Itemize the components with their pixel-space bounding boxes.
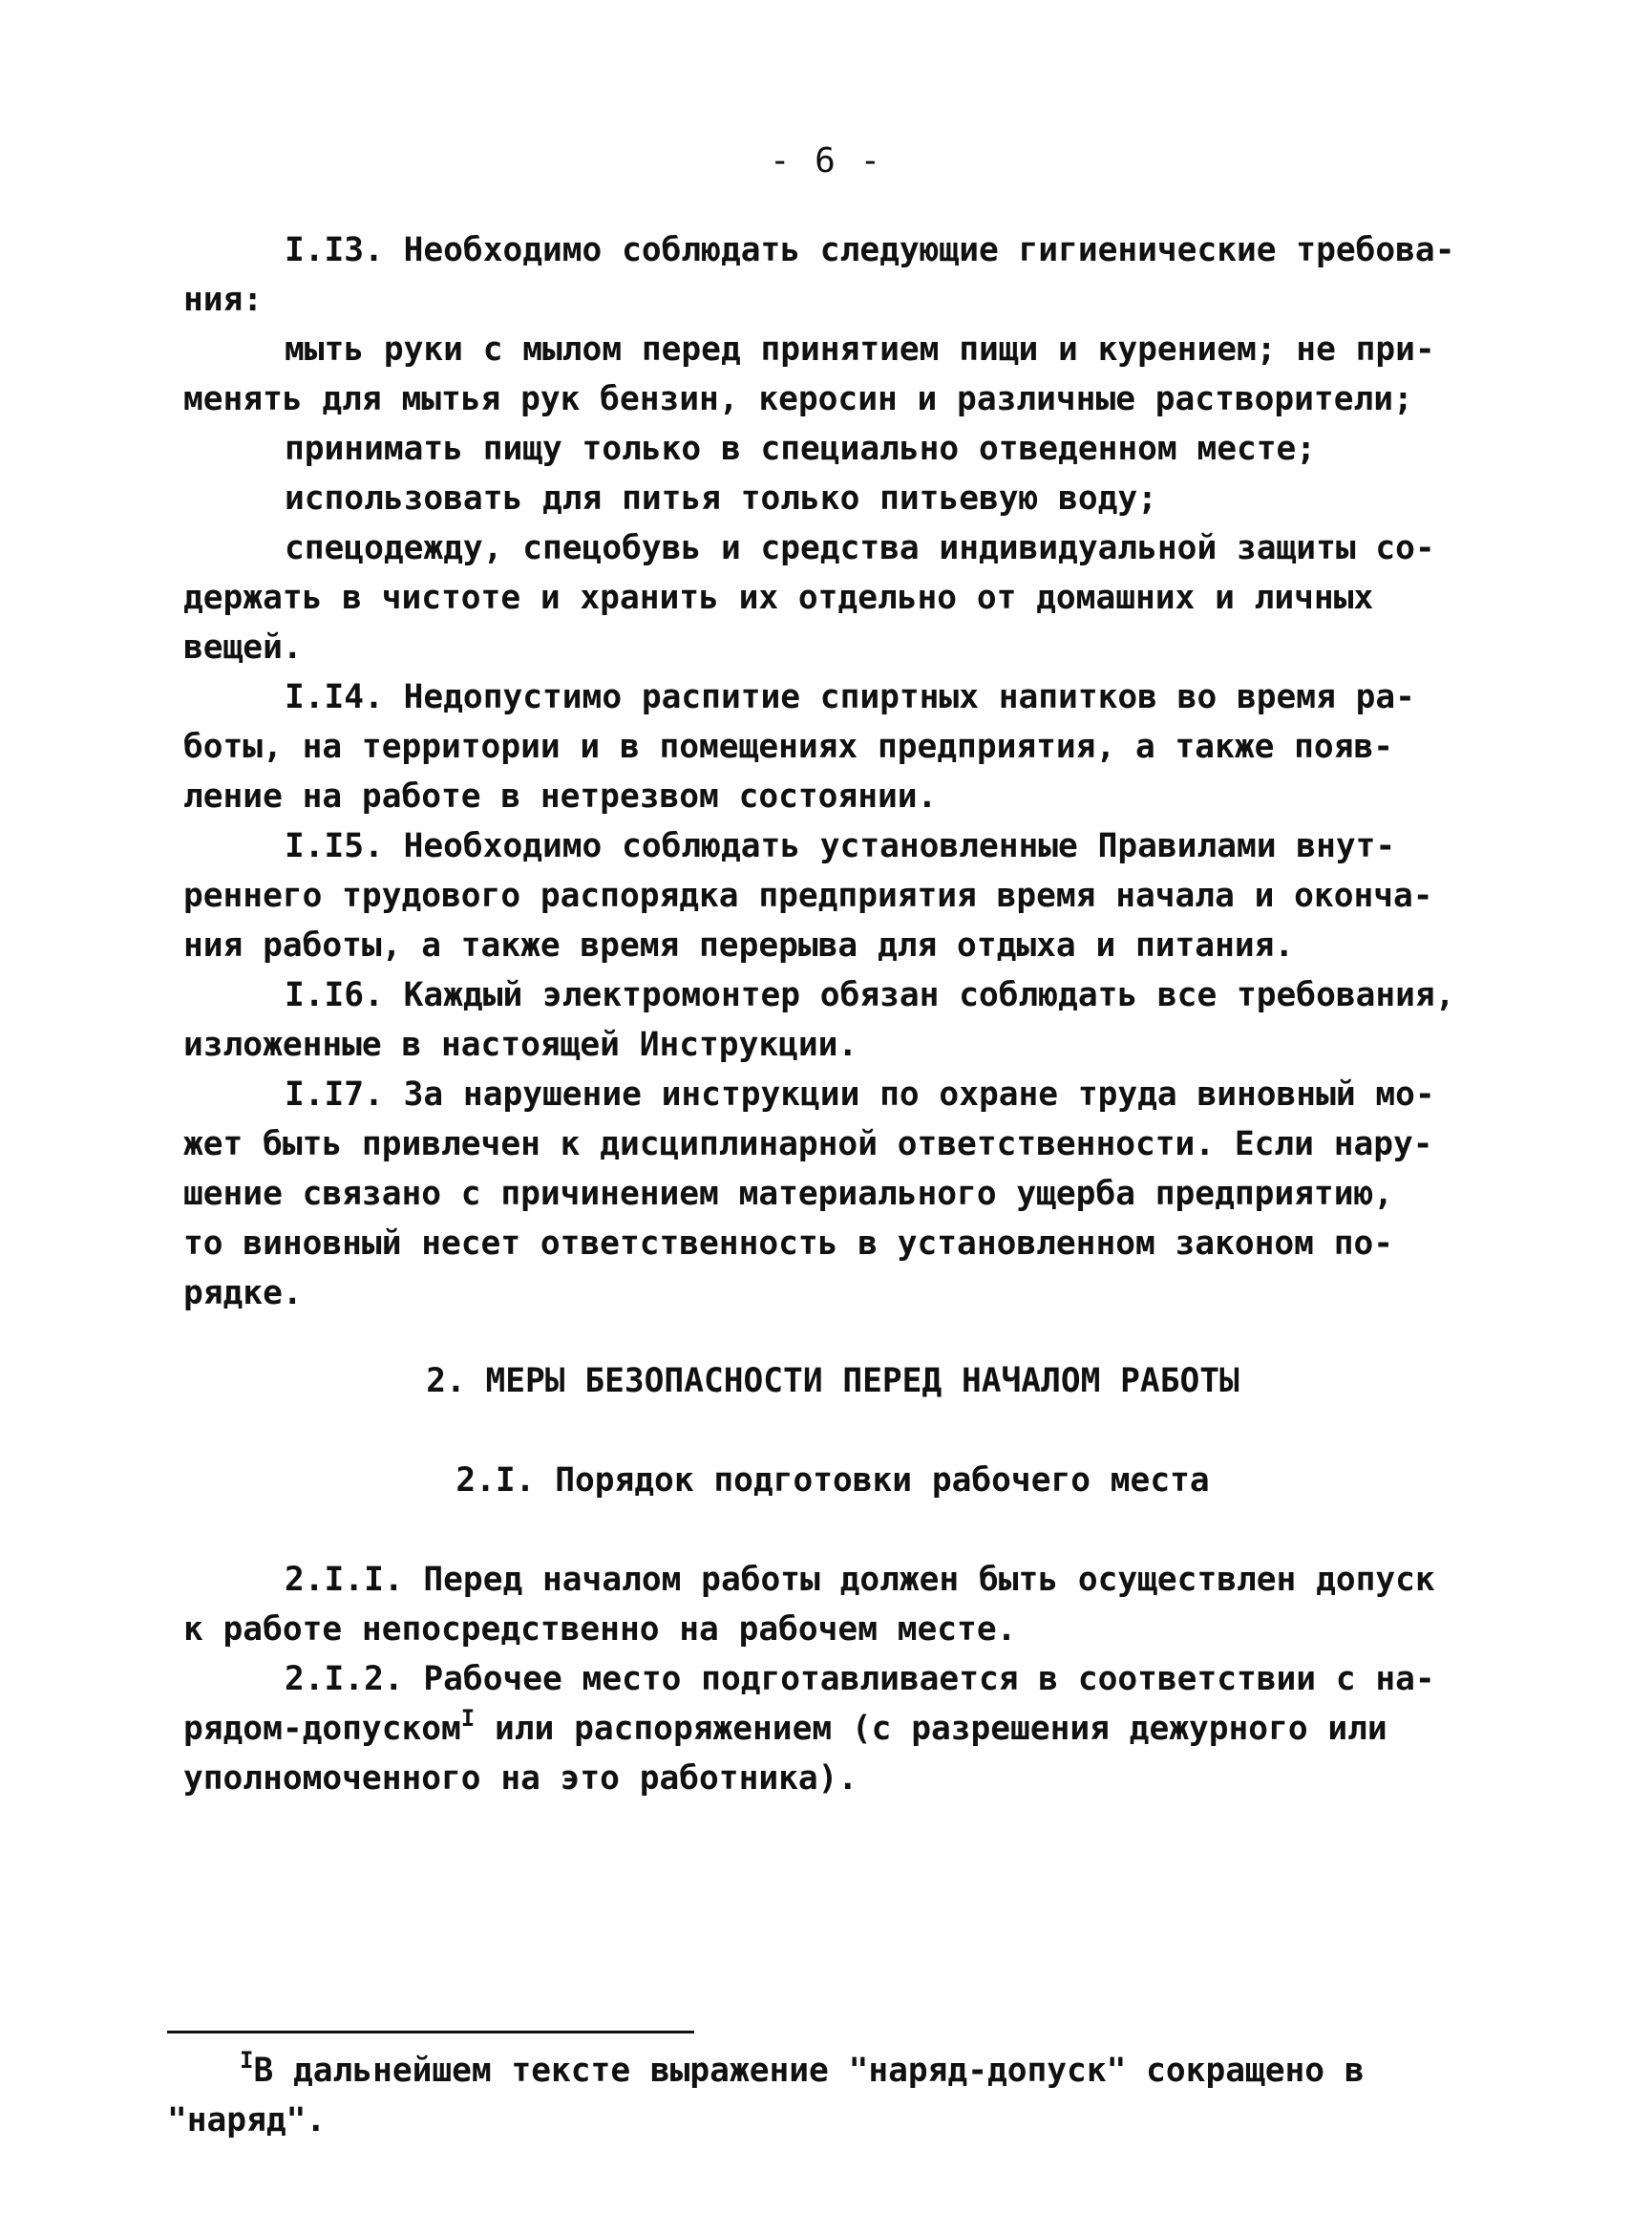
paragraph-1-17 [183, 1070, 1482, 1318]
paragraph-1-15 [183, 821, 1482, 970]
text-line: реннего трудового распорядка предприятия время начала и оконча- [183, 877, 1433, 915]
paragraph-2-1-2 [183, 1654, 1482, 1803]
footnote-marker: I [240, 2047, 254, 2074]
section-heading [183, 1356, 1482, 1406]
footnote-text: В дальнейшем тексте выражение "наряд-допуск" сокращено в [253, 2052, 1365, 2090]
text-line: ния работы, а также время перерыва для отдыха и питания. [183, 926, 1295, 965]
text-line: мыть руки с мылом перед принятием пищи и курением; не при- [285, 330, 1435, 369]
text-line: держать в чистоте и хранить их отдельно от домашних и личных [183, 579, 1374, 617]
footnote-line: "наряд". [167, 2101, 327, 2139]
text-line: шение связано с причинением материального ущерба предприятию, [183, 1175, 1394, 1213]
text-line: I.I3. Необходимо соблюдать следующие гигиенические требова- [285, 231, 1455, 269]
paragraph-2-1-1 [183, 1555, 1482, 1654]
text-line: I.I4. Недопустимо распитие спиртных напитков во время ра- [285, 678, 1415, 716]
subsection-heading [183, 1456, 1482, 1505]
text-line: I.I6. Каждый электромонтер обязан соблюдать все требования, [285, 976, 1455, 1014]
text-line: ния: [183, 281, 264, 319]
text-fragment: или распоряжением (с разрешения дежурного или [475, 1710, 1387, 1748]
text-line: использовать для питья только питьевую воду; [285, 479, 1157, 518]
text-line: принимать пищу только в специально отведенном месте; [285, 430, 1317, 468]
text-line: жет быть привлечен к дисциплинарной ответственности. Если нару- [183, 1125, 1433, 1163]
footnote-reference: I [460, 1705, 476, 1732]
paragraph-1-14 [183, 672, 1482, 821]
subsection-title: 2.I. Порядок подготовки рабочего места [455, 1461, 1210, 1500]
text-fragment: рядом-допуском [183, 1710, 461, 1748]
text-line: вещей. [183, 628, 303, 667]
text-line: рядке. [183, 1274, 303, 1312]
text-line: боты, на территории и в помещениях предприятия, а также появ- [183, 728, 1394, 766]
text-line: ление на работе в нетрезвом состоянии. [183, 777, 938, 816]
page-number: - 6 - [769, 141, 883, 181]
text-line: изложенные в настоящей Инструкции. [183, 1026, 858, 1064]
text-line: I.I5. Необходимо соблюдать установленные Правилами внут- [285, 827, 1396, 865]
footnote-divider [167, 2031, 694, 2033]
text-line: спецодежду, спецобувь и средства индивидуальной защиты со- [285, 529, 1435, 567]
text-line [183, 1704, 1482, 1754]
paragraph-1-16 [183, 970, 1482, 1070]
footnote-line [167, 2046, 1494, 2096]
text-line: то виновный несет ответственность в установленном законом по- [183, 1224, 1394, 1263]
text-line: к работе непосредственно на рабочем месте. [183, 1610, 1017, 1649]
footnote [167, 2046, 1494, 2145]
section-title: 2. МЕРЫ БЕЗОПАСНОСТИ ПЕРЕД НАЧАЛОМ РАБОТЫ [426, 1362, 1239, 1400]
paragraph-1-13 [183, 225, 1482, 672]
text-line: 2.I.I. Перед началом работы должен быть осуществлен допуск [285, 1561, 1435, 1599]
text-line: менять для мытья рук бензин, керосин и различные растворители; [183, 380, 1413, 418]
text-line: уполномоченного на это работника). [183, 1759, 858, 1798]
text-line: I.I7. За нарушение инструкции по охране труда виновный мо- [285, 1075, 1435, 1114]
text-line: 2.I.2. Рабочее место подготавливается в соответствии с на- [285, 1660, 1435, 1698]
